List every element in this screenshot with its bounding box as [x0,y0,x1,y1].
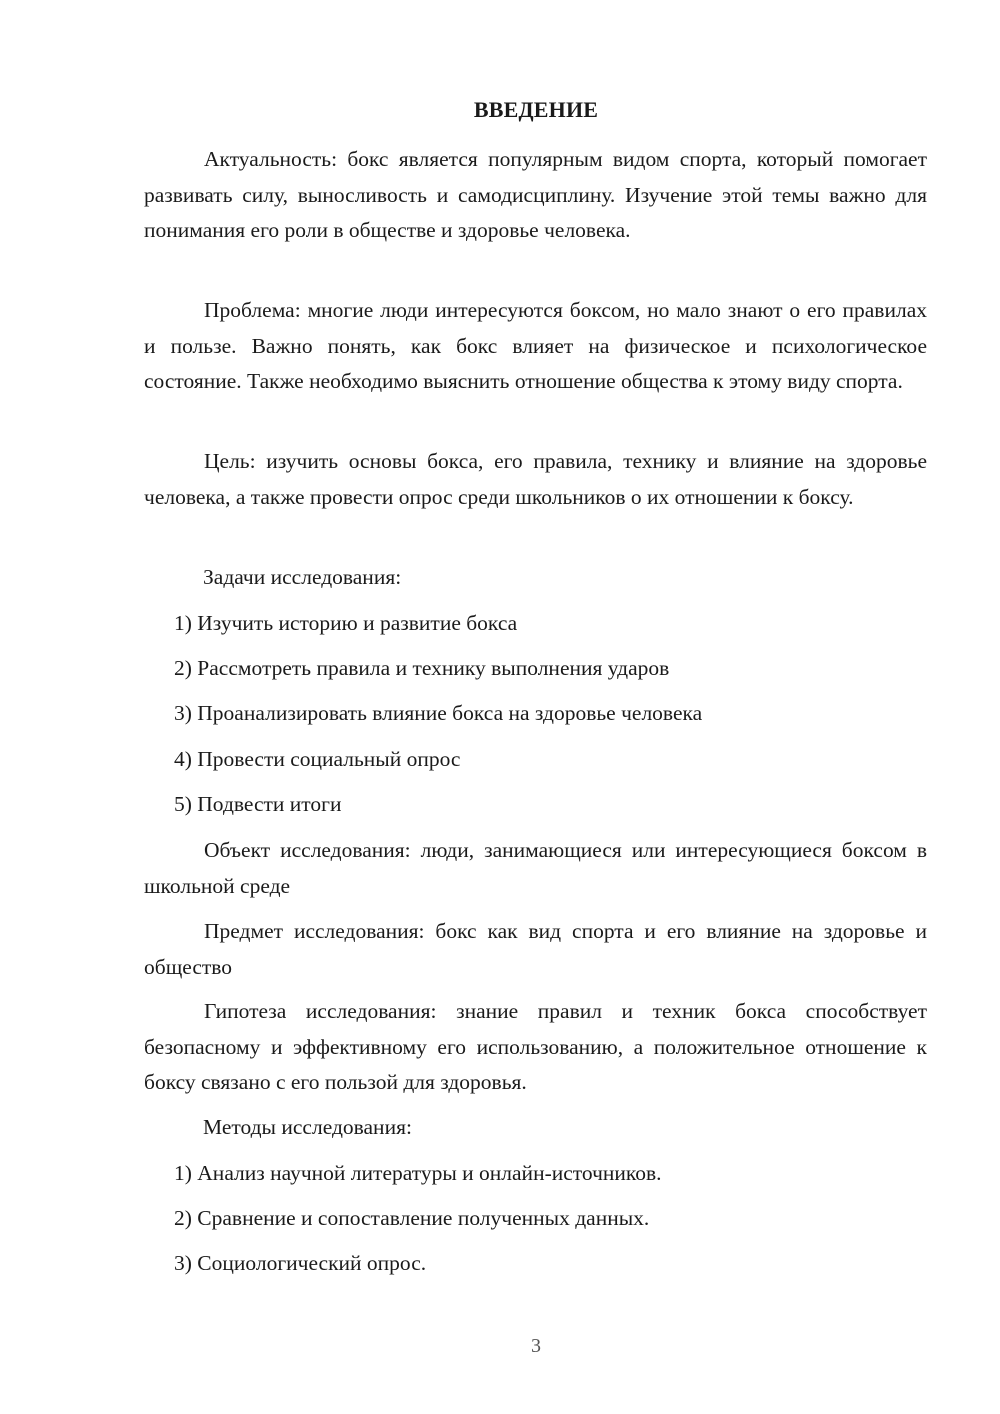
list-item: 5) Подвести итоги [174,792,342,816]
paragraph-relevance: Актуальность: бокс является популярным видом спорта, который помогает развивать силу, выносливость и самодисциплину. Изучение этой темы важно для понимания его роли в обществе и здоровье человека. [144,147,927,242]
list-item: 4) Провести социальный опрос [174,747,461,771]
page-title: ВВЕДЕНИЕ [473,97,599,122]
paragraph-subject: Предмет исследования: бокс как вид спорта и его влияние на здоровье и общество [144,919,927,979]
tasks-heading: Задачи исследования: [203,565,402,589]
list-item: 3) Социологический опрос. [174,1251,427,1275]
list-item: 3) Проанализировать влияние бокса на здоровье человека [174,701,703,725]
paragraph-problem: Проблема: многие люди интересуются боксом, но мало знают о его правилах и пользе. Важно понять, как бокс влияет на физическое и психологическое состояние. Также необходимо выяснить отношение общества к этому виду спорта. [144,298,927,393]
page-number: 3 [531,1335,541,1357]
paragraph-hypothesis: Гипотеза исследования: знание правил и техник бокса способствует безопасному и эффективному его использованию, а положительное отношение к боксу связано с его пользой для здоровья. [144,999,927,1094]
list-item: 1) Изучить историю и развитие бокса [174,611,518,635]
paragraph-object: Объект исследования: люди, занимающиеся или интересующиеся боксом в школьной среде [144,838,927,898]
list-item: 1) Анализ научной литературы и онлайн-источников. [174,1161,662,1185]
list-item: 2) Сравнение и сопоставление полученных данных. [174,1206,650,1230]
methods-heading: Методы исследования: [203,1115,412,1139]
list-item: 2) Рассмотреть правила и технику выполнения ударов [174,656,670,680]
paragraph-goal: Цель: изучить основы бокса, его правила, технику и влияние на здоровье человека, а также провести опрос среди школьников о их отношении к боксу. [144,449,927,509]
